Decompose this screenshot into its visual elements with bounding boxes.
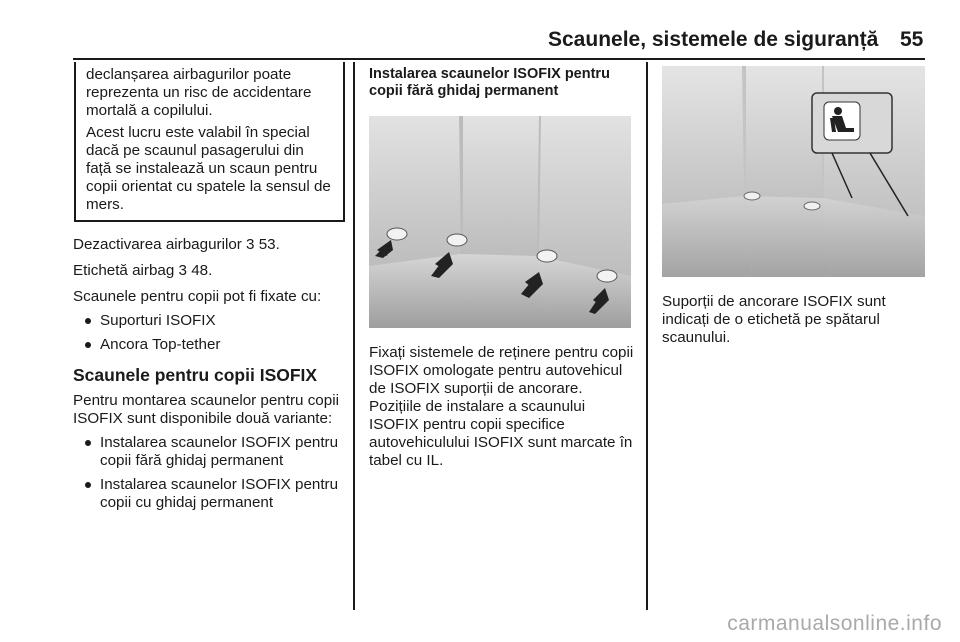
page-header-title: Scaunele, sistemele de siguranță — [548, 28, 879, 51]
column-divider-2 — [646, 62, 648, 610]
list-item: Instalarea scaunelor ISOFIX pentru copii fără ghidaj permanent — [73, 434, 345, 470]
page-number: 55 — [900, 28, 924, 51]
section-title: Scaunele pentru copii ISOFIX — [73, 365, 318, 385]
subheading: Instalarea scaunelor ISOFIX pentru copii fără ghidaj permanent — [369, 66, 610, 99]
list-item: Instalarea scaunelor ISOFIX pentru copii cu ghidaj permanent — [73, 476, 345, 512]
ref-airbag-label[interactable]: Etichetă airbag 3 48. — [73, 262, 213, 279]
header-rule — [73, 58, 925, 60]
rear-seat-isofix-figure — [369, 116, 631, 328]
warning-box — [74, 62, 345, 222]
section-intro: Pentru montarea scaunelor pentru copii ISOFIX sunt disponibile două variante: — [73, 392, 339, 427]
list-item: Suporturi ISOFIX — [73, 312, 345, 330]
mount-options-list — [73, 312, 345, 354]
column-divider-1 — [353, 62, 355, 610]
mount-intro: Scaunele pentru copii pot fi fixate cu: — [73, 288, 322, 305]
warning-paragraph-1: declanșarea airbagurilor poate reprezenta un risc de accidentare mortală a copilului. — [86, 66, 312, 119]
seat-backrest-illustration — [662, 66, 925, 277]
column-3 — [662, 66, 926, 347]
variants-list — [73, 434, 345, 512]
column-1 — [73, 62, 345, 518]
column3-body: Suporții de ancorare ISOFIX sunt indicați de o etichetă pe spătarul scaunului. — [662, 293, 886, 346]
warning-paragraph-2: Acest lucru este valabil în special dacă pe scaunul pasagerului din față se instalează un scaun pentru copii orientat cu spatele la sensul de mers. — [86, 124, 331, 213]
ref-airbag-deactivation[interactable]: Dezactivarea airbagurilor 3 53. — [73, 236, 280, 253]
column2-body: Fixați sistemele de reținere pentru copii ISOFIX omologate pentru autovehicul de ISOFIX suporții de ancorare. Pozițiile de instalare a scaunului ISOFIX pentru copii specifice autovehiculului ISOFIX sunt marcate în tabel cu IL. — [369, 344, 634, 469]
rear-seat-illustration — [369, 116, 631, 328]
column-2 — [369, 66, 639, 470]
isofix-label-figure — [662, 66, 925, 277]
footer-watermark: carmanualsonline.info — [727, 612, 942, 635]
list-item: Ancora Top-tether — [73, 336, 345, 354]
